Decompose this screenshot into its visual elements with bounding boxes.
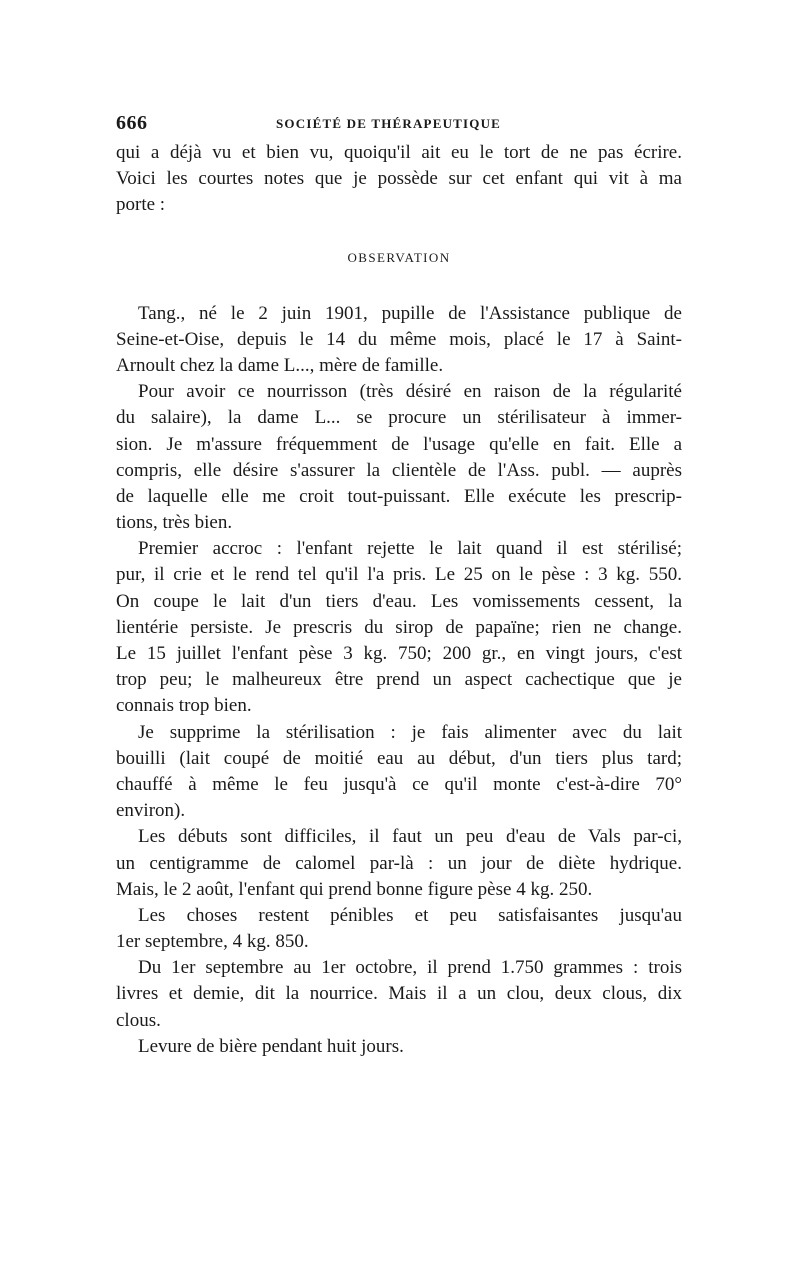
page-number: 666	[116, 112, 148, 134]
text-line: lientérie persiste. Je prescris du sirop de papaïne; rien ne change.	[116, 616, 682, 638]
text-line: livres et demie, dit la nourrice. Mais il a un clou, deux clous, dix	[116, 983, 682, 1005]
document-page	[116, 112, 682, 1060]
text-line: compris, elle désire s'assurer la clientèle de l'Ass. publ. — auprès	[116, 459, 682, 481]
paragraph	[116, 1034, 682, 1060]
section-title: OBSERVATION	[347, 249, 451, 265]
text-line: Arnoult chez la dame L..., mère de famille.	[116, 354, 444, 376]
text-line: Tang., né le 2 juin 1901, pupille de l'Assistance publique de	[138, 302, 682, 324]
text-line: chauffé à même le feu jusqu'à ce qu'il monte c'est-à-dire 70°	[116, 773, 682, 795]
text-line: Levure de bière pendant huit jours.	[138, 1035, 404, 1057]
text-line: Le 15 juillet l'enfant pèse 3 kg. 750; 200 gr., en vingt jours, c'est	[116, 643, 682, 664]
text-line: porte :	[116, 194, 166, 216]
paragraph	[116, 536, 682, 719]
text-line: Seine-et-Oise, depuis le 14 du même mois, placé le 17 à Saint-	[116, 328, 682, 350]
paragraph	[116, 301, 682, 380]
text-line: Du 1er septembre au 1er octobre, il prend 1.750 grammes : trois	[138, 957, 682, 979]
paragraph	[116, 379, 682, 536]
text-line: trop peu; le malheureux être prend un aspect cachectique que je	[116, 669, 682, 691]
text-line: qui a déjà vu et bien vu, quoiqu'il ait eu le tort de ne pas écrire.	[116, 142, 682, 163]
text-line: Premier accroc : l'enfant rejette le lait quand il est stérilisé;	[138, 538, 682, 560]
text-line: tions, très bien.	[116, 512, 233, 534]
text-line: Pour avoir ce nourrisson (très désiré en raison de la régularité	[138, 381, 682, 403]
paragraph	[116, 903, 682, 955]
text-line: un centigramme de calomel par-là : un jour de diète hydrique.	[116, 852, 682, 874]
text-line: Les choses restent pénibles et peu satisfaisantes jusqu'au	[138, 904, 682, 926]
paragraph	[116, 955, 682, 1034]
text-line: de laquelle elle me croit tout-puissant. Elle exécute les prescrip-	[116, 485, 682, 507]
text-line: pur, il crie et le rend tel qu'il l'a pris. Le 25 on le pèse : 3 kg. 550.	[116, 564, 682, 586]
text-line: Les débuts sont difficiles, il faut un peu d'eau de Vals par-ci,	[138, 826, 682, 848]
text-line: Mais, le 2 août, l'enfant qui prend bonne figure pèse 4 kg. 250.	[116, 878, 593, 900]
paragraph	[116, 824, 682, 903]
text-line: On coupe le lait d'un tiers d'eau. Les vomissements cessent, la	[116, 590, 682, 612]
paragraph	[116, 720, 682, 825]
text-line: environ).	[116, 800, 186, 822]
running-head: SOCIÉTÉ DE THÉRAPEUTIQUE	[276, 116, 502, 131]
text-line: 1er septembre, 4 kg. 850.	[116, 931, 309, 953]
text-line: sion. Je m'assure fréquemment de l'usage qu'elle en fait. Elle a	[116, 433, 682, 455]
text-line: Je supprime la stérilisation : je fais alimenter avec du lait	[138, 721, 682, 743]
text-line: connais trop bien.	[116, 695, 252, 717]
intro-paragraph	[116, 140, 682, 219]
text-line: du salaire), la dame L... se procure un stérilisateur à immer-	[116, 407, 682, 429]
text-line: clous.	[116, 1009, 161, 1031]
text-line: Voici les courtes notes que je possède sur cet enfant qui vit à ma	[116, 168, 682, 190]
text-line: bouilli (lait coupé de moitié eau au début, d'un tiers plus tard;	[116, 747, 682, 769]
page-header	[116, 112, 682, 140]
